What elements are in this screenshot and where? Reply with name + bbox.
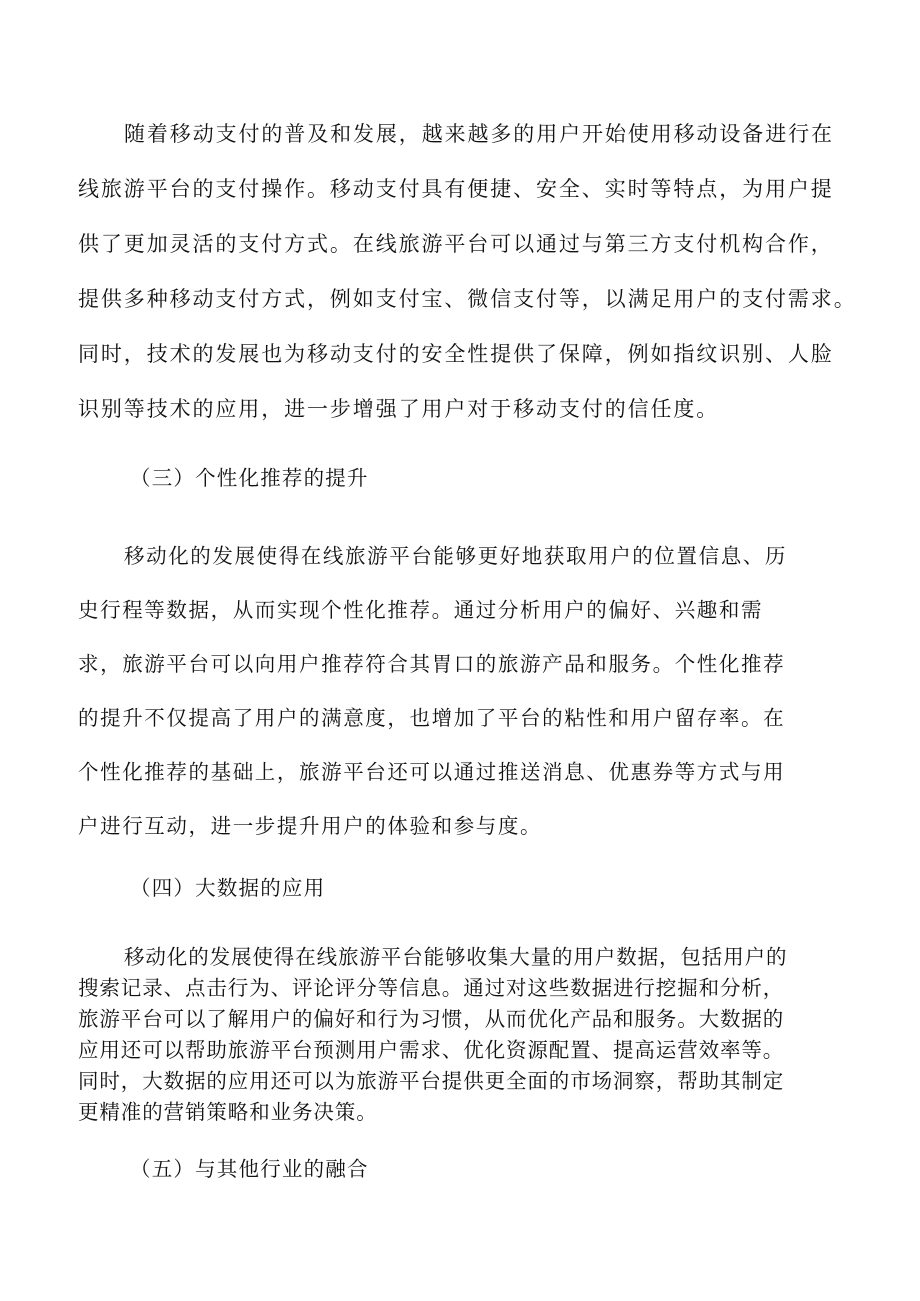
paragraph-line: 移动化的发展使得在线旅游平台能够收集大量的用户数据，包括用户的 xyxy=(124,945,788,969)
paragraph-line: 求，旅游平台可以向用户推荐符合其胃口的旅游产品和服务。个性化推荐 xyxy=(78,652,786,676)
paragraph-line: 随着移动支付的普及和发展，越来越多的用户开始使用移动设备进行在 xyxy=(124,122,834,146)
paragraph-line: 同时，大数据的应用还可以为旅游平台提供更全面的市场洞察，帮助其制定 xyxy=(78,1069,785,1093)
section-heading-5: （五）与其他行业的融合 xyxy=(130,1157,369,1181)
paragraph-line: 户进行互动，进一步提升用户的体验和参与度。 xyxy=(78,814,543,838)
section-heading-3: （三）个性化推荐的提升 xyxy=(130,466,369,490)
paragraph-line: 应用还可以帮助旅游平台预测用户需求、优化资源配置、提高运营效率等。 xyxy=(78,1038,785,1062)
paragraph-line: 搜索记录、点击行为、评论评分等信息。通过对这些数据进行挖掘和分析， xyxy=(78,976,785,1000)
paragraph-line: 提供多种移动支付方式，例如支付宝、微信支付等，以满足用户的支付需求。 xyxy=(78,287,857,311)
paragraph-line: 线旅游平台的支付操作。移动支付具有便捷、安全、实时等特点，为用户提 xyxy=(78,177,834,201)
paragraph-line: 史行程等数据，从而实现个性化推荐。通过分析用户的偏好、兴趣和需 xyxy=(78,598,764,622)
paragraph-line: 供了更加灵活的支付方式。在线旅游平台可以通过与第三方支付机构合作， xyxy=(78,232,834,256)
section-heading-4: （四）大数据的应用 xyxy=(130,876,326,900)
paragraph-line: 更精准的营销策略和业务决策。 xyxy=(78,1100,378,1124)
paragraph-line: 旅游平台可以了解用户的偏好和行为习惯，从而优化产品和服务。大数据的 xyxy=(78,1007,785,1031)
paragraph-line: 识别等技术的应用，进一步增强了用户对于移动支付的信任度。 xyxy=(78,397,720,421)
paragraph-line: 个性化推荐的基础上，旅游平台还可以通过推送消息、优惠券等方式与用 xyxy=(78,760,786,784)
paragraph-line: 移动化的发展使得在线旅游平台能够更好地获取用户的位置信息、历 xyxy=(124,544,787,568)
paragraph-line: 同时，技术的发展也为移动支付的安全性提供了保障，例如指纹识别、人脸 xyxy=(78,342,834,366)
paragraph-line: 的提升不仅提高了用户的满意度，也增加了平台的粘性和用户留存率。在 xyxy=(78,706,786,730)
